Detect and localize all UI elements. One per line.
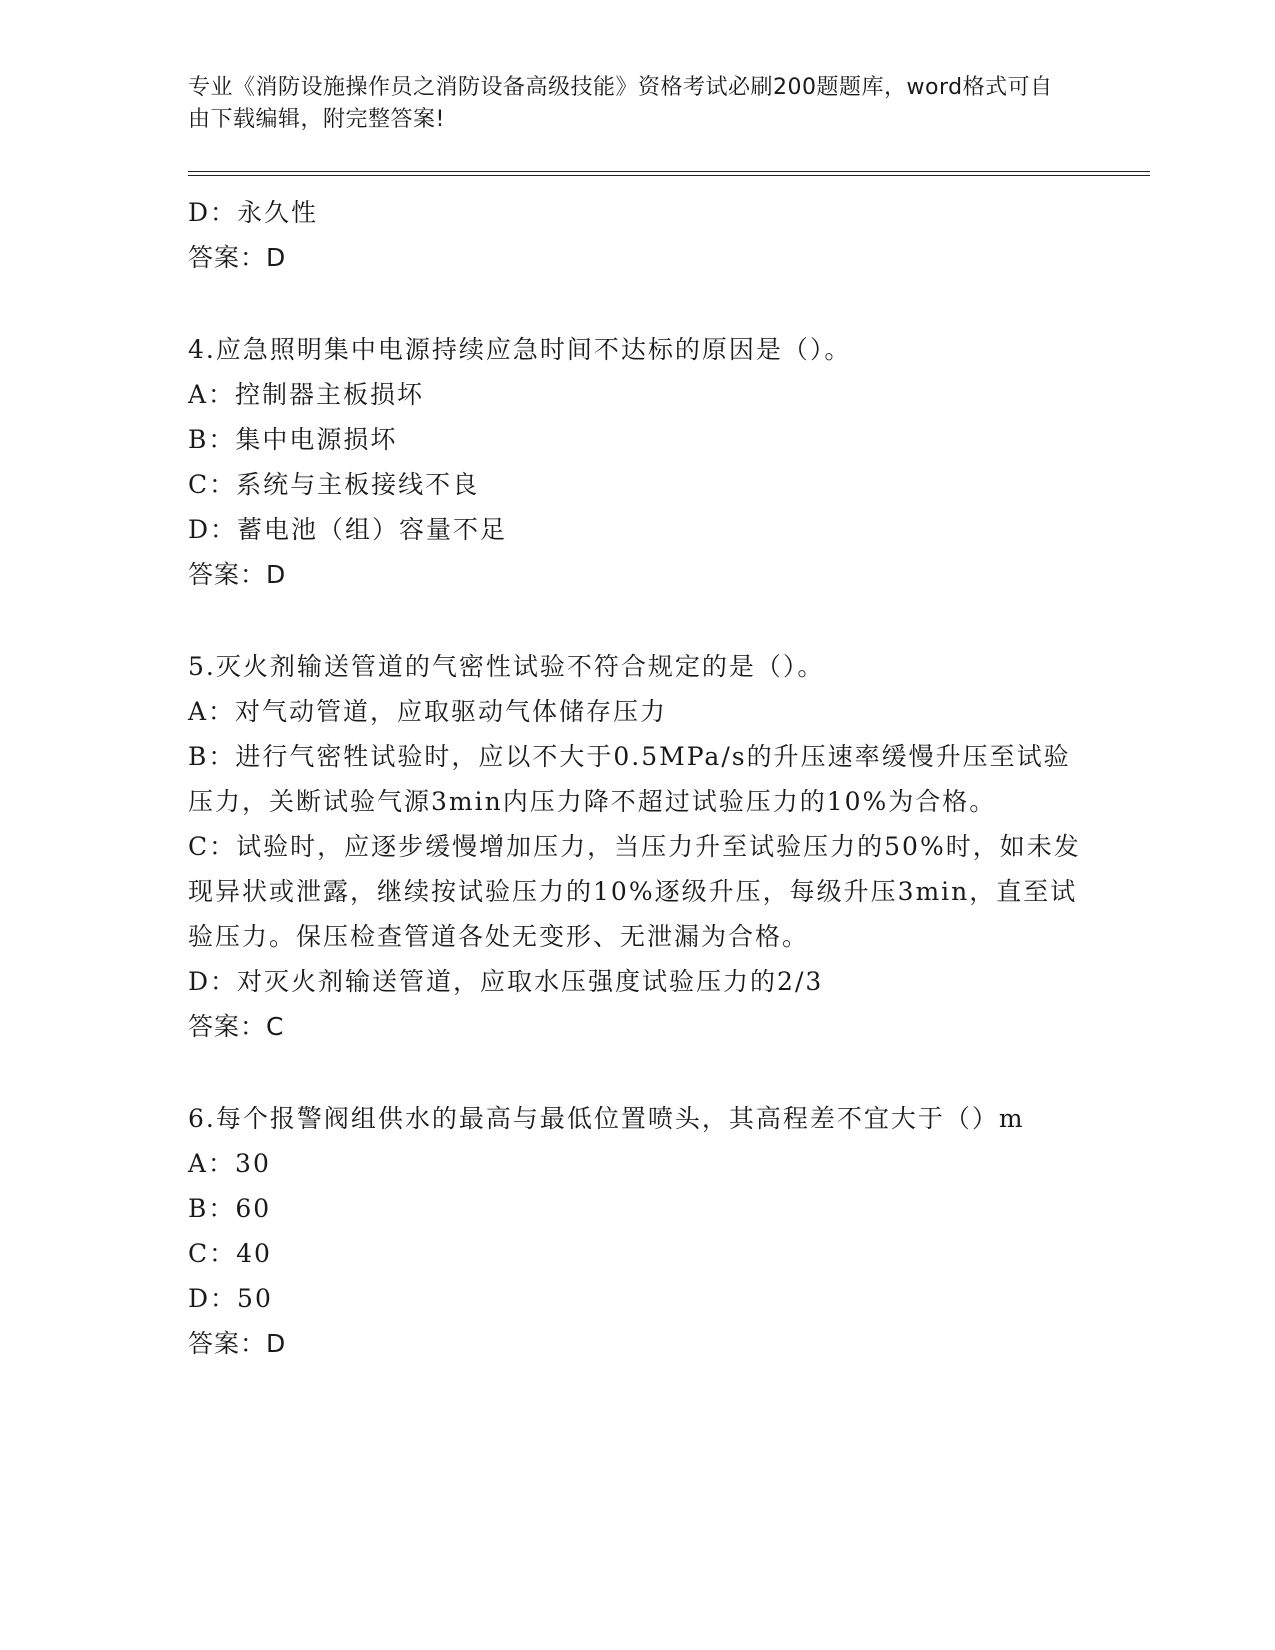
answer-line: 答案：D [188,243,287,272]
document-header: 专业《消防设施操作员之消防设备高级技能》资格考试必刷200题题库，word格式可自由下载编辑，附完整答案! [188,75,1053,132]
previous-question-tail [188,190,1088,280]
option-d: D：50 [188,1284,273,1313]
question-content [188,190,1088,1366]
answer-line: 答案：D [188,560,287,589]
question-4 [188,327,1088,597]
option-b: B：集中电源损坏 [188,425,398,454]
header-divider-bottom [188,175,1150,176]
option-a: A：30 [188,1149,271,1178]
question-stem: 4.应急照明集中电源持续应急时间不达标的原因是（）。 [188,335,852,364]
question-5 [188,644,1088,1049]
option-d: D：永久性 [188,198,319,227]
question-stem: 6.每个报警阀组供水的最高与最低位置喷头，其高程差不宜大于（）m [188,1104,1025,1133]
option-a: A：控制器主板损坏 [188,380,425,409]
question-stem: 5.灭火剂输送管道的气密性试验不符合规定的是（）。 [188,652,825,681]
option-d: D：对灭火剂输送管道，应取水压强度试验压力的2/3 [188,967,824,996]
option-b: B：进行气密牲试验时，应以不大于0.5MPa/s的升压速率缓慢升压至试验压力，关断试验气源3min内压力降不超过试验压力的10%为合格。 [188,742,1071,816]
question-6 [188,1096,1088,1366]
answer-line: 答案：D [188,1329,287,1358]
option-c: C：试验时，应逐步缓慢增加压力，当压力升至试验压力的50%时，如未发现异状或泄露，继续按试验压力的10%逐级升压，每级升压3min，直至试验压力。保压检查管道各处无变形、无泄漏为合格。 [188,832,1081,951]
option-d: D：蓄电池（组）容量不足 [188,515,508,544]
option-c: C：40 [188,1239,272,1268]
answer-line: 答案：C [188,1012,285,1041]
option-c: C：系统与主板接线不良 [188,470,480,499]
option-a: A：对气动管道，应取驱动气体储存压力 [188,697,668,726]
option-b: B：60 [188,1194,272,1223]
header-divider-top [188,171,1150,172]
